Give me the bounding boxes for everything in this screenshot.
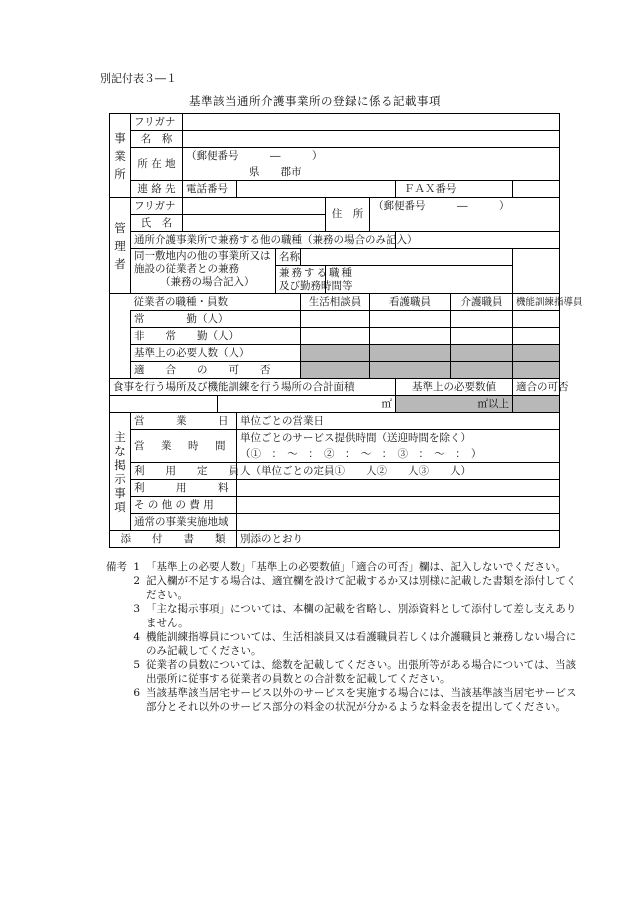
area-compliance-label: 適合の可否 <box>513 379 560 396</box>
manager-name-label: 氏 名 <box>131 215 183 232</box>
site-name-label: 名称 <box>276 249 301 266</box>
staff-header-label: 従業者の職種・員数 <box>131 294 301 311</box>
capacity-label: 利 用 定 員 <box>131 463 237 480</box>
fulltime-nurse-field[interactable] <box>370 311 451 328</box>
staff-required-label: 基準上の必要人数（人） <box>131 345 301 362</box>
capacity-row <box>110 463 560 480</box>
area-min-unit: ㎡以上 <box>477 397 509 410</box>
note-item: 6 当該基準該当居宅サービス以外のサービスを実施する場合には、当該基準該当居宅サービス部分とそれ以外のサービス部分の料金の状況が分かるような料金表を提出してください。 <box>133 687 577 713</box>
area-required-cell <box>396 396 513 413</box>
fee-field[interactable] <box>237 480 560 497</box>
office-furigana-row <box>110 114 560 131</box>
staff-fulltime-row <box>110 311 560 328</box>
service-area-label: 通常の事業実施地域 <box>131 514 237 531</box>
parttime-nurse-field[interactable] <box>370 328 451 345</box>
manager-address-label: 住 所 <box>326 198 370 232</box>
office-section-label: 事 業 所 <box>110 114 131 198</box>
manager-other-site-label: 同一敷地内の他の事業所又は 施設の従業者との兼務 （兼務の場合記入） <box>131 249 276 294</box>
office-furigana-label: フリガナ <box>131 114 183 131</box>
site-name-field[interactable] <box>301 249 513 266</box>
area-value-field[interactable] <box>218 396 396 413</box>
area-unit: ㎡ <box>381 397 392 410</box>
compliance-counselor-cell <box>301 362 370 379</box>
manager-address-field[interactable]: （郵便番号 ― ） <box>370 198 560 232</box>
fax-label: ＦＡＸ番号 <box>396 181 513 198</box>
office-address-row <box>110 148 560 165</box>
note-item: 2 記入欄が不足する場合は、適宜欄を設けて記載するか又は別様に記載した書類を添付してください。 <box>133 575 577 601</box>
area-required-label: 基準上の必要数値 <box>396 379 513 396</box>
required-nurse-cell <box>370 345 451 362</box>
business-days-label: 営 業 日 <box>131 413 237 430</box>
other-fee-label: そ の 他 の 費 用 <box>131 497 237 514</box>
area-header-row <box>110 379 560 396</box>
staff-required-row <box>110 345 560 362</box>
attachment-label: 添 付 書 類 <box>110 531 237 548</box>
manager-furigana-row <box>110 198 560 215</box>
area-compliance-cell <box>513 396 560 413</box>
staff-col-caregiver: 介護職員 <box>451 294 513 311</box>
office-pref-city-field[interactable]: 県 郡市 <box>183 164 560 181</box>
staff-col-counselor: 生活相談員 <box>301 294 370 311</box>
staff-header-row <box>110 294 560 311</box>
duty-label: 兼務する職種 及び勤務時間等 <box>276 266 326 294</box>
manager-concurrent-label: 通所介護事業所で兼務する他の職種（兼務の場合のみ記入） <box>131 232 396 249</box>
office-address-label: 所 在 地 <box>131 148 183 181</box>
notes-head: 備考 <box>106 561 127 573</box>
manager-other-site-row <box>110 249 560 266</box>
area-label: 食事を行う場所及び機能訓練を行う場所の合計面積 <box>110 379 396 396</box>
phone-field[interactable] <box>237 181 396 198</box>
manager-section-label: 管 理 者 <box>110 198 131 294</box>
office-name-label: 名 称 <box>131 131 183 148</box>
staff-col-trainer: 機能訓練指導員 <box>513 294 560 311</box>
area-value-row <box>110 396 560 413</box>
staff-compliance-label: 適 合 の 可 否 <box>131 362 301 379</box>
business-hours-label: 営 業 時 間 <box>131 430 237 463</box>
office-contact-label: 連 絡 先 <box>131 181 183 198</box>
attachment-row <box>110 531 560 548</box>
fee-label: 利 用 料 <box>131 480 237 497</box>
office-postal-field[interactable]: （郵便番号 ― ） <box>183 148 560 165</box>
manager-concurrent-field[interactable] <box>396 232 560 249</box>
attachment-field[interactable]: 別添のとおり <box>237 531 560 548</box>
required-counselor-cell <box>301 345 370 362</box>
staff-compliance-row <box>110 362 560 379</box>
manager-furigana-label: フリガナ <box>131 198 183 215</box>
phone-label: 電話番号 <box>183 181 237 198</box>
hours-line-1: 単位ごとのサービス提供時間（送迎時間を除く） <box>237 430 560 447</box>
office-contact-row <box>110 181 560 198</box>
other-fee-row <box>110 497 560 514</box>
staff-fulltime-label: 常 勤（人） <box>131 311 301 328</box>
note-item: 5 従業者の員数については、総数を記載してください。出張所等がある場合については、当該出張所に従事する従業者の員数との合計数を記載してください。 <box>133 659 577 685</box>
manager-furigana-field[interactable] <box>183 198 326 215</box>
capacity-field[interactable]: 人（単位ごとの定員① 人② 人③ 人） <box>237 463 560 480</box>
office-furigana-field[interactable] <box>183 114 560 131</box>
required-trainer-cell <box>513 345 560 362</box>
note-item: 4 機能訓練指導員については、生活相談員又は看護職員若しくは介護職員と兼務しない場合にのみ記載してください。 <box>133 631 577 657</box>
document-number: 別記付表３―１ <box>100 72 177 85</box>
fulltime-counselor-field[interactable] <box>301 311 370 328</box>
staff-col-nurse: 看護職員 <box>370 294 451 311</box>
notes-section <box>106 560 580 714</box>
parttime-caregiver-field[interactable] <box>451 328 513 345</box>
business-days-row <box>110 413 560 430</box>
office-name-field[interactable] <box>183 131 560 148</box>
manager-name-field[interactable] <box>183 215 326 232</box>
staff-parttime-row <box>110 328 560 345</box>
manager-concurrent-row <box>110 232 560 249</box>
registration-form-table <box>109 113 583 548</box>
other-fee-field[interactable] <box>237 497 560 514</box>
fee-row <box>110 480 560 497</box>
service-area-field[interactable] <box>237 514 560 531</box>
staff-parttime-label: 非 常 勤（人） <box>131 328 301 345</box>
business-days-field[interactable]: 単位ごとの営業日 <box>237 413 560 430</box>
parttime-trainer-field[interactable] <box>513 328 560 345</box>
note-item: 3 「主な掲示事項」については、本欄の記載を省略し、別添資料として添付して差し支えありません。 <box>133 603 577 629</box>
service-area-row <box>110 514 560 531</box>
office-name-row <box>110 131 560 148</box>
required-caregiver-cell <box>451 345 513 362</box>
parttime-counselor-field[interactable] <box>301 328 370 345</box>
compliance-caregiver-cell <box>451 362 513 379</box>
fulltime-caregiver-field[interactable] <box>451 311 513 328</box>
compliance-trainer-cell <box>513 362 560 379</box>
business-hours-row <box>110 430 560 447</box>
compliance-nurse-cell <box>370 362 451 379</box>
fax-field[interactable] <box>513 181 560 198</box>
fulltime-trainer-field[interactable] <box>513 311 560 328</box>
main-section-label: 主 な 掲 示 事 項 <box>110 413 131 531</box>
form-title: 基準該当通所介護事業所の登録に係る記載事項 <box>189 94 441 108</box>
hours-line-2-field[interactable]: （① ： ～ ： ② ： ～ ： ③ ： ～ ： ） <box>237 446 560 463</box>
note-item: 1 「基準上の必要人数」「基準上の必要数値」「適合の可否」欄は、記入しないでください。 <box>133 561 566 573</box>
